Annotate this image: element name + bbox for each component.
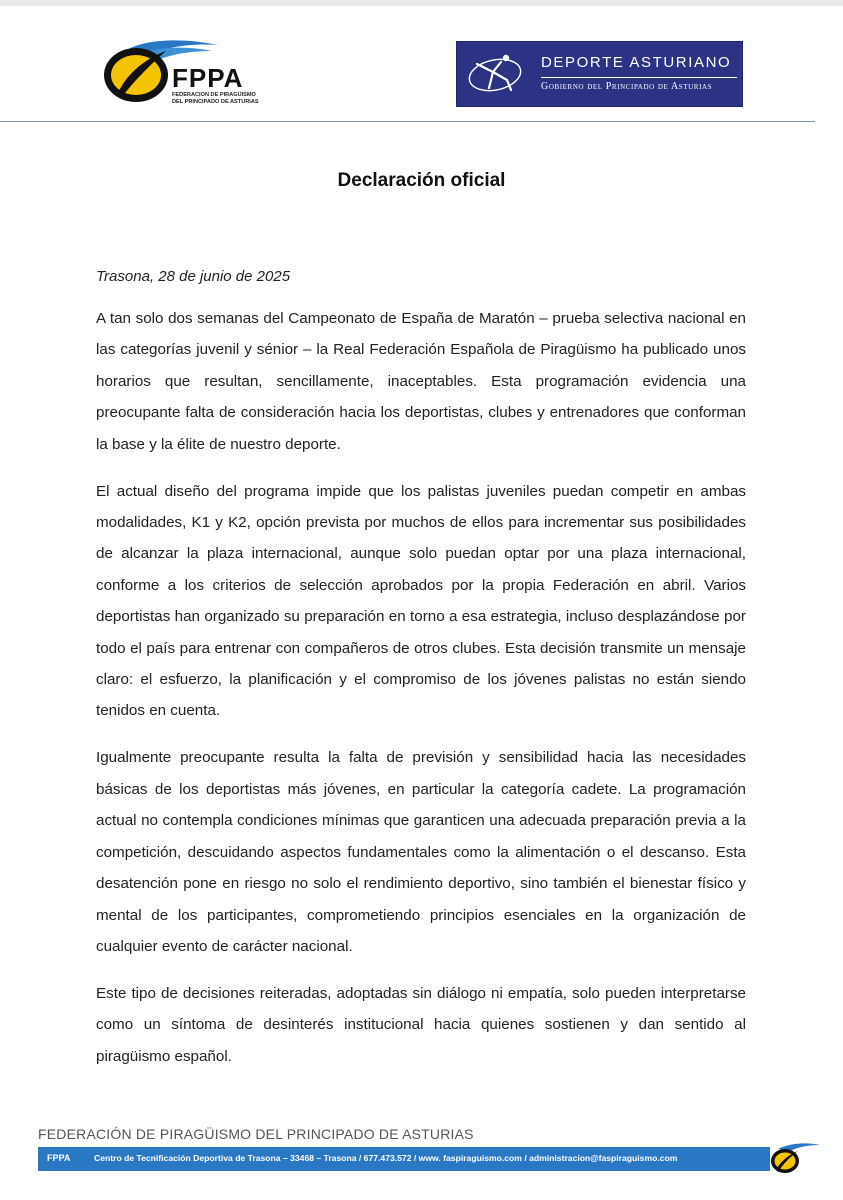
footer-bar (38, 1147, 770, 1171)
deporte-asturiano-logo (456, 41, 743, 107)
paragraph: El actual diseño del programa impide que los palistas juveniles puedan competir en ambas modalidades, K1 y K2, opción prevista por muchos de ellos para incrementar sus posibilidades de alcanzar la plaza internacional, aunque solo puedan optar por una plaza internacional, conforme a los criterios de selección aprobados por la propia Federación en abril. Varios deportistas han organizado su preparación en torno a esa estrategia, incluso desplazándose por todo el país para entrenar con compañeros de otros clubes. Esta decisión transmite un mensaje claro: el esfuerzo, la planificación y el compromiso de los jóvenes palistas no están siendo tenidos en cuenta. (96, 482, 746, 720)
paragraph: Igualmente preocupante resulta la falta de previsión y sensibilidad hacia las necesidades básicas de los deportistas más jóvenes, en particular la categoría cadete. La programación actual no contempla condiciones mínimas que garanticen una adecuada preparación previa a la competición, descuidando aspectos fundamentales como la alimentación o el descanso. Esta desatención pone en riesgo no solo el rendimiento deportivo, sino también el bienestar físico y mental de los participantes, comprometiendo principios esenciales en la organización de cualquier evento de carácter nacional. (96, 749, 746, 955)
footer-abbr: FPPA (47, 1153, 71, 1163)
fppa-acronym: FPPA (172, 63, 244, 93)
document-body (96, 303, 746, 1088)
footer-contact: Centro de Tecnificación Deportiva de Trasona – 33468 – Trasona / 677.473.572 / www. faspiraguismo.com / administracion@faspiraguismo.com (94, 1153, 678, 1163)
fppa-name-line1: FEDERACION DE PIRAGÜISMO (172, 92, 256, 98)
paragraph: A tan solo dos semanas del Campeonato de España de Maratón – prueba selectiva nacional en las categorías juvenil y sénior – la Real Federación Española de Piragüismo ha publicado unos horarios que resultan, sencillamente, inaceptables. Esta programación evidencia una preocupante falta de consideración hacia los deportistas, clubes y entrenadores que conforman la base y la élite de nuestro deporte. (96, 310, 746, 453)
document-date: Trasona, 28 de junio de 2025 (96, 268, 291, 285)
partner-subtitle: Gobierno del Principado de Asturias (541, 81, 713, 92)
header-divider (0, 121, 815, 122)
top-strip (0, 0, 843, 6)
fppa-name-line2: DEL PRINCIPADO DE ASTURIAS (172, 99, 259, 105)
fppa-small-logo-icon (768, 1141, 820, 1177)
footer-organization: FEDERACIÓN DE PIRAGÜISMO DEL PRINCIPADO DE ASTURIAS (38, 1126, 474, 1142)
document-title: Declaración oficial (337, 170, 506, 191)
partner-title: DEPORTE ASTURIANO (541, 54, 732, 71)
fppa-logo (100, 35, 280, 113)
fppa-full-name (172, 92, 292, 106)
paragraph: Este tipo de decisiones reiteradas, adoptadas sin diálogo ni empatía, solo pueden interpretarse como un síntoma de desinterés institucional hacia quienes sostienen y dan sentido al piragüismo español. (96, 984, 746, 1065)
partner-divider (541, 77, 737, 78)
athlete-emblem-icon (463, 48, 525, 100)
